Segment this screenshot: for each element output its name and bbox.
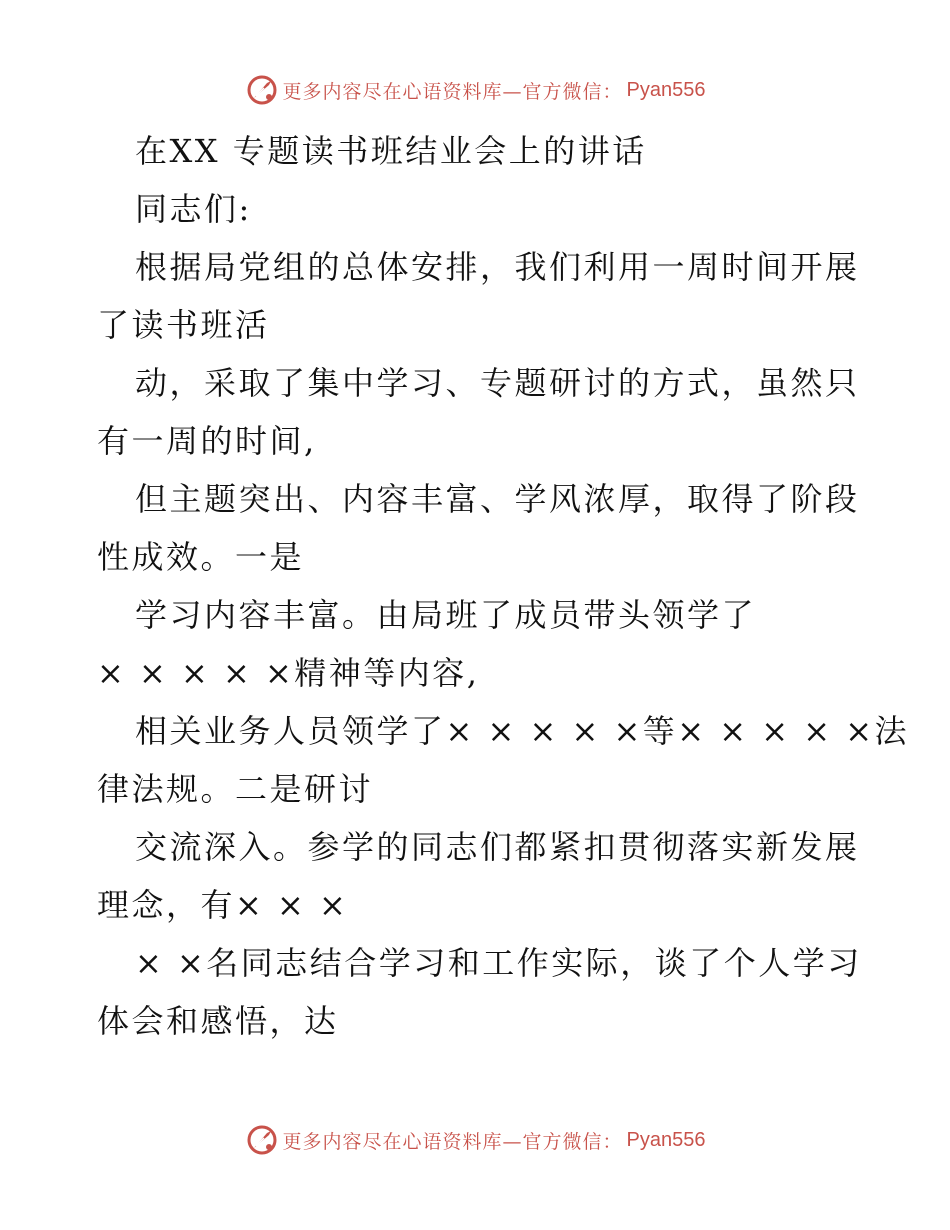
document-body: [97, 122, 910, 1050]
watermark-text: 更多内容尽在心语资料库—官方微信：: [282, 1130, 623, 1153]
quill-logo-icon: [245, 1123, 279, 1157]
text-line: 体会和感悟，达: [97, 1002, 339, 1040]
text-line: 学习内容丰富。由局班了成员带头领学了: [135, 596, 757, 634]
text-line: 有一周的时间,: [97, 422, 317, 460]
text-line: × ×名同志结合学习和工作实际，谈了个人学习: [135, 944, 862, 982]
text-line: 理念，有× × ×: [97, 886, 349, 924]
document-title: 在XX 专题读书班结业会上的讲话: [135, 132, 647, 170]
watermark-handle: Pyan556: [626, 1128, 706, 1151]
quill-logo-icon: [245, 73, 279, 107]
text-line: 动，采取了集中学习、专题研讨的方式，虽然只: [135, 364, 860, 402]
watermark-text: 更多内容尽在心语资料库—官方微信：: [282, 80, 623, 103]
text-line: 但主题突出、内容丰富、学风浓厚，取得了阶段: [135, 480, 860, 518]
watermark-handle: Pyan556: [626, 78, 706, 101]
text-line: 相关业务人员领学了× × × × ×等× × × × ×法: [135, 712, 910, 750]
header-watermark: [0, 70, 950, 110]
text-line: 性成效。一是: [97, 538, 305, 576]
text-line: 交流深入。参学的同志们都紧扣贯彻落实新发展: [135, 828, 860, 866]
text-line: 了读书班活: [97, 306, 270, 344]
salutation: 同志们:: [135, 190, 252, 228]
footer-watermark: [0, 1120, 950, 1160]
text-line: 根据局党组的总体安排，我们利用一周时间开展: [135, 248, 860, 286]
text-line: 律法规。二是研讨: [97, 770, 374, 808]
text-line: × × × × ×精神等内容,: [97, 654, 480, 692]
